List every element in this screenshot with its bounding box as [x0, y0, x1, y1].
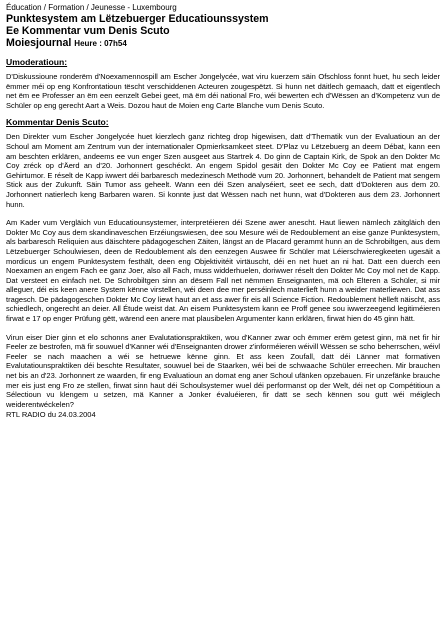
- document-subtitle: Ee Kommentar vum Denis Scuto: [6, 25, 170, 37]
- source-footer: RTL RADIO du 24.03.2004: [6, 410, 96, 420]
- section-heading-umoderatioun: Umoderatioun:: [6, 57, 68, 67]
- program-line: [6, 37, 440, 50]
- intro-paragraph: D'Diskussioune ronderëm d'Noexamennospill am Escher Jongelycée, wat viru kuerzem säin Ofschloss fonnt huet, hu sech leider ëmmer méi op eng Konfrontatioun tëscht verschiddenen Acteuren zougespëtzt. Si hunn net däitlech gemaach, datt et eigentlech net ëm ee Professer an ëm een eenzelt Gebei geet, mä ëm déi national Fro, wéi bewerten ech d'Wëssen an d'Kompetenz vun de Schüler op eng gerecht Aart a Weis. Dozou haut de Moien eng Carte Blanche vum Denis Scuto.: [6, 72, 440, 110]
- breadcrumb: Éducation / Formation / Jeunesse - Luxembourg: [6, 3, 177, 12]
- document-title: Punktesystem am Lëtzebuerger Educatiounssystem: [6, 13, 269, 25]
- broadcast-hour: Heure : 07h54: [74, 39, 127, 48]
- document-page: [6, 3, 440, 420]
- commentary-paragraph-1: Den Direkter vum Escher Jongelycée huet kierzlech ganz richteg drop higewisen, datt d'Thematik vun der Evaluatioun an der Schoul am Moment am Zentrum vun der internationaler Opmierksamkeet steet. D'Plaz vu Lëtzebuerg an deem Débat, kann een am beschten erklären, andeems ee vun enger Szen ausgeet aus Startrek 4. Do ginn de Captain Kirk, de Spok an den Dokter Mc Coy zréck op d'Äerd an d'20. Jorhonnert geschéckt. An engem Spidol gesäit den Dokter Mc Coy ee Patient mat engem Gehirtumor. E réselt de Kapp iwwert déi barbaresch medezinesch Methodë vum 20. Jorhonnert, behandelt de Patient mat sengem Stick aus der Zukunft. Säin Tumor ass geheelt. Wann een déi Szen analyséiert, seet ee sech, datt d'Dokteren aus dem 20. Jorhonnert natierlech keng Barbaren waren. Si konnte just dat Wëssen nach net hunn, wat d'Dokteren aus dem 23. Jorhonnert hunn.: [6, 132, 440, 209]
- section-heading-kommentar: Kommentar Denis Scuto:: [6, 117, 109, 128]
- commentary-paragraph-2: Am Kader vum Vergläich vun Educatiounsystemer, interpretéieren déi Szene awer anescht. Haut liewen nämlech zäitgläich den Dokter Mc Coy aus dem skandinaveschen Erzéiungswiesen, dee sou Mesure wéi de Redoublement an eise ganze Punktesystem, als barbaresch Reliquien aus däischtere pädagogeschen Zäiten, längst an de Placard gerammt hunn an de Schrobiltgen, aus dem Lëtzebuerger Schoulwiesen, deen de Redoublement als den eenzegen Auswee fir Schüler mat Léierschwieregkeeten ugesäit a mordicus un engem Punktesystem festhält, deen eng Objektivitéit virtäuscht, déi en net huet an ni hat. Datt een duerch een Noexamen an engem Fach ee ganz Joer, also all Fach, muss widderhuelen, doriwwer réselt den Dokter Mc Coy mol net de Kapp. Dat versteet en einfach net. De Schrobiltgen sinn an dësem Fall net nëmmen Enseignanten, mä och Elteren a Schüler, si mir alleguer, déi eis keen anere System kënne virstellen, wéi deen dee mer perséinlech materlieft hunn a weider materliewen. Dat ass tragesch. De pädagogeschen Dokter Mc Coy liewt haut an et ass awer fir eis all Science Fiction. Redoublement hëlleft näischt, ass schiedlech, ongerecht an deier. All Étude weist dat. An eisem Punktesystem kann ee Proff genee sou iwwerzeegend legitiméieren firwat e 17 op enger Prüfung gëtt, wärend een anere mat plausibelen Argumenter kann erklären, firwat hien do 45 ginn hätt.: [6, 218, 440, 324]
- program-name: Moiesjournal: [6, 37, 72, 49]
- commentary-paragraph-3: Virun eiser Dier ginn et elo schonns aner Evalutationspraktiken, wou d'Kanner zwar och ëmmer erëm getest ginn, mä net fir hir Feeler ze bestrofen, mä fir souwuel d'Kanner wéi d'Enseignanten drower z'informéieren wéivill Wëssen se scho beherrschen, wéivl Feeler se nach maachen a wéi se hetruewe kënne ginn. Et ass keen Zoufall, datt déi Länner mat formativen Evalutatiounspraktiken déi beschte Resultater, souwuel bei de Staarken, wéi bei de schwaache Schüler erreechen. Mir brauchen net bis an d'23. Jorhonnert ze waarden, fir eng Evaluatioun an domat eng aner Schoul ufänken opzebauen. Fir unzefänke brauche mer eis just eng Fro ze stellen, firwat sinn haut déi Schoulsystemer wuel déi performanst op der Welt, déi net op Compétitioun a Sélectioun vu klengem u setzen, mä Kanner a Jonker évaluéieren, fir datt se sech kënnen sou gutt wéi méiglech weiderentwéckelen?: [6, 332, 440, 409]
